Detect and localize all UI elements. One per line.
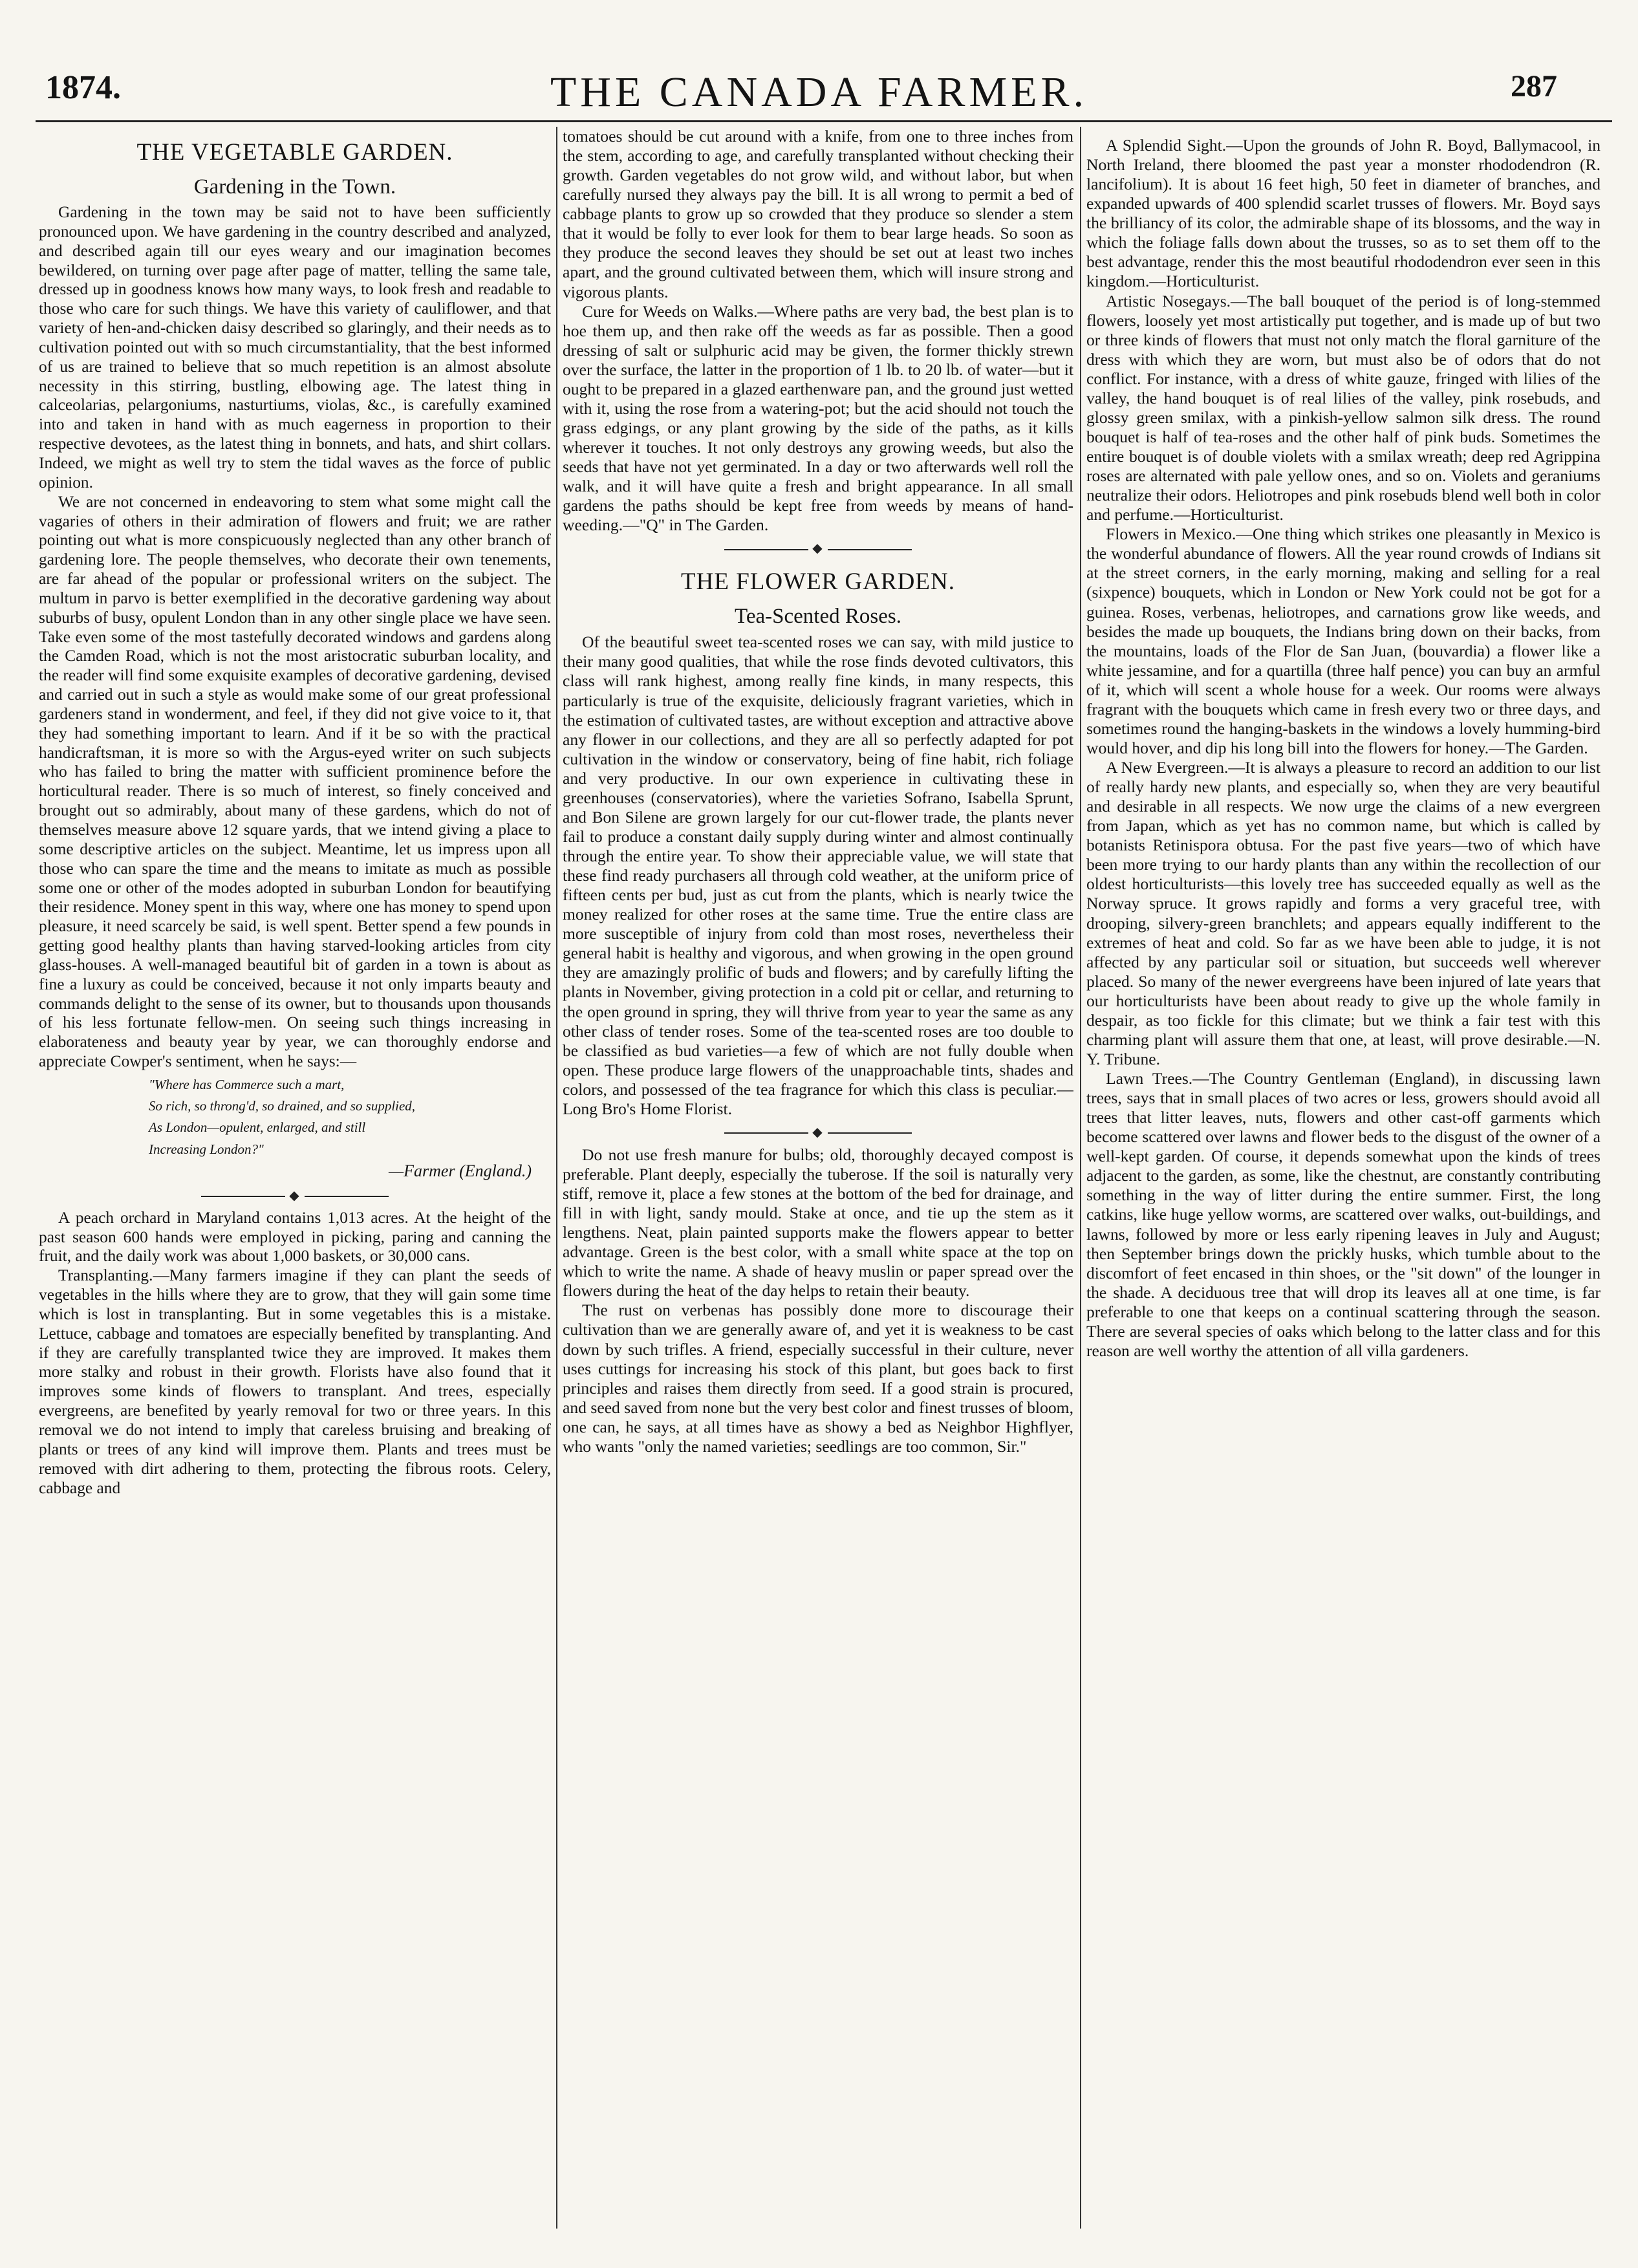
article-paragraph: A New Evergreen.—It is always a pleasure to record an addition to our list of really hardy new plants, and especially so, when they are very beautiful and desirable in all respects. We now urge the claims of a new evergreen from Japan, which as yet has no common name, but which is called by botanists Retinispora obtusa. For the past five years—two of which have been more trying to our hardy plants than any within the recollection of our oldest horticulturists—this lovely tree has succeeded equally as well as the Norway spruce. It grows rapidly and forms a very graceful tree, with drooping, silvery-green branchlets; and appears equally indifferent to the extremes of heat and cold. So far as we have been able to judge, it is not affected by any particular soil or situation, but succeeds well wherever placed. So many of the newer evergreens have been injured of late years that our horticulturists have been about ready to give up the whole family in despair, as too fickle for this climate; but we think a fair test with this charming plant will assure them that one, at least, will prove desirable.—N. Y. Tribune. [1086,758,1600,1068]
article-paragraph: A Splendid Sight.—Upon the grounds of John R. Boyd, Ballymacool, in North Ireland, there bloomed the past year a monster rhododendron (R. lancifolium). It is about 16 feet high, 50 feet in diameter of branches, and expanded upwards of 400 splendid scarlet trusses of flowers. Mr. Boyd says the brilliancy of its color, the admirable shape of its blossoms, and the way in which the foliage falls down about the trusses, so as to set them off to the best advantage, render this the most beautiful rhododendron ever seen in this kingdom.—Horticulturist. [1086,136,1600,291]
column-divider [1080,127,1081,2229]
column-divider [556,127,557,2229]
source-credit: —Farmer (England.) [389,1161,532,1180]
article-paragraph: Cure for Weeds on Walks.—Where paths are very bad, the best plan is to hoe them up, and then rake off the weeds as far as possible. Then a good dressing of salt or sulphuric acid may be given, the former thickly strewn over the surface, the latter in the proportion of 1 lb. to 20 lb. of water—but it ought to be prepared in a glazed earthenware pan, and the ground just wetted with it, using the rose from a watering-pot; but the acid should not touch the grass edgings, or any plant growing by the side of the paths, as it kills wherever it touches. It not only destroys any growing weeds, but also the seeds that have not yet germinated. In a day or two afterwards well roll the walk, and it will have quite a fresh and bright appearance. In all small gardens the paths should be kept free from weeds by means of hand-weeding.—"Q" in The Garden. [563,301,1073,535]
ornamental-divider: ◆ [39,1187,551,1204]
verse-line: Increasing London?" [149,1141,264,1157]
article-paragraph: The rust on verbenas has possibly done more to discourage their cultivation than we are generally aware of, and yet it is weakness to be cast down by such trifles. A friend, especially successful in their culture, never uses cuttings for increasing his stock of this plant, but goes back to first principles and raises them directly from seed. If a good strain is procured, and seed saved from none but the very best color and finest trusses of bloom, one can, he says, at all times have as showy a bed as Neighbor Highflyer, who wants "only the named varieties; seedlings are too common, Sir." [563,1301,1073,1456]
article-paragraph: Artistic Nosegays.—The ball bouquet of the period is of long-stemmed flowers, loosely yet most artistically put together, and is made up of but two or three kinds of flowers that must not only match the floral garniture of the dress with which they are worn, but must also be of odors that do not conflict. For instance, with a dress of white gauze, fringed with lilies of the valley, the hand bouquet is of real lilies of the valley, pink rosebuds, and glossy green smilax, with a pinkish-yellow salmon silk dress. The round bouquet is half of tea-roses and the other half of pink buds. Sometimes the entire bouquet is of double violets with a smilax wreath; deep red Agrippina roses are alternated with pale yellow ones, and so on. Violets and geraniums neutralize their odors. Heliotropes and pink rosebuds blend well both in color and perfume.—Horticulturist. [1086,291,1600,524]
article-title: Tea-Scented Roses. [735,605,901,629]
article-title: Gardening in the Town. [193,175,396,199]
section-heading: THE VEGETABLE GARDEN. [136,139,453,166]
article-paragraph: We are not concerned in endeavoring to stem what some might call the vagaries of others in their admiration of flowers and fruit; we are rather pointing out what is more conspicuously neglected than any other branch of gardening lore. The people themselves, who decorate their own tenements, are far ahead of the popular or professional writers on the subject. The multum in parvo is better exemplified in the decorative gardening way about suburbs of busy, opulent London than in any other single place we have seen. Take even some of the most tastefully decorated windows and gardens along the Camden Road, which is not the most aristocratic suburban locality, and the reader will find some exquisite examples of decorative gardening, devised and carried out in such a style as would make some of our great professional gardeners stand in wonderment, and feel, if they did not give voice to it, that they had something important to learn. And if it be so with the practical handicraftsman, it is more so with the Argus-eyed writer on such subjects who has failed to bring the matter with sufficient prominence before the horticultural reader. There is so much of interest, so finely conceived and brought out so admirably, about many of these gardens, which do not of themselves measure above 12 square yards, that we intend giving a place to some descriptive articles on the subject. Meantime, let us impress upon all those who can spare the time and the means to imitate as much as possible some one or other of the modes adopted in suburban London for beautifying their residence. Money spent in this way, where one has money to spend upon pleasure, it need scarcely be said, is well spent. Better spend a few pounds in getting good healthy plants than having starved-looking articles from city glass-houses. A well-managed beautiful bit of garden in a town is about as fine a luxury as could be conceived, because it not only imparts beauty and commands delight to the sense of its owner, but to thousands upon thousands of his less fortunate fellow-men. On seeing such things increasing in elaborateness and beauty year by year, we can thoroughly endorse and appreciate Cowper's sentiment, when he says:— [39,492,551,1071]
ornamental-divider: ◆ [563,1124,1073,1140]
article-paragraph: A peach orchard in Maryland contains 1,013 acres. At the height of the past season 600 hands were employed in picking, paring and canning the fruit, and the daily work was about 1,000 baskets, or 30,000 cans. [39,1208,551,1266]
article-paragraph: Do not use fresh manure for bulbs; old, thoroughly decayed compost is preferable. Plant deeply, especially the tuberose. If the soil is naturally very stiff, remove it, place a few stones at the bottom of the bed for drainage, and fill in with light, sandy mould. Stake at once, and tie up the stem as it lengthens. Neat, plain painted supports make the flowers appear to better advantage. Green is the best color, with a small white space at the top on which to write the name. A shade of heavy muslin or paper spread over the flowers during the heat of the day helps to retain their beauty. [563,1145,1073,1301]
article-paragraph: Transplanting.—Many farmers imagine if they can plant the seeds of vegetables in the hills where they are to grow, that they will gain some time which is lost in transplanting. But in some vegetables this is a mistake. Lettuce, cabbage and tomatoes are especially benefited by transplanting. And if they are carefully transplanted twice they are improved. It makes them more stalky and robust in their growth. Florists have also found that it improves some kinds of flowers to transplant. And trees, especially evergreens, are benefited by yearly removal for two or three years. In this removal we do not intend to imply that careless bruising and breaking of plants or trees of any kind will improve them. Plants and trees must be removed with dirt adhering to them, protecting the fibrous roots. Celery, cabbage and [39,1266,551,1497]
section-heading: THE FLOWER GARDEN. [681,568,955,596]
column-2 [563,127,1073,2229]
article-paragraph: Flowers in Mexico.—One thing which strikes one pleasantly in Mexico is the wonderful abundance of flowers. All the year round crowds of Indians sit at the street corners, in the early morning, making and selling for a real (sixpence) bouquets, which in London or New York could not be got for a guinea. Roses, verbenas, heliotropes, and carnations grow like weeds, and besides the made up bouquets, the Indians bring down on their backs, from the mountains, loads of the Flor de San Juan, (bouvardia) a flower like a white jessamine, and for a quartilla (three half pence) you can buy an armful of it, which will scent a whole house for a week. Our rooms were always fragrant with the bouquets which came in fresh every two or three days, and sometimes round the hanging-baskets in the windows a lovely humming-bird would hover, and dip his long bill into the flowers for honey.—The Garden. [1086,524,1600,757]
article-paragraph: Lawn Trees.—The Country Gentleman (England), in discussing lawn trees, says that in small places of two acres or less, growers should avoid all trees that litter leaves, nuts, flowers and other cast-off garments which become scattered over lawns and flower beds to the disgust of the owner of a well-kept garden. Of course, it depends somewhat upon the kinds of trees adjacent to the garden, as some, like the chestnut, are constantly contributing something in the way of litter during the entire summer. First, the long catkins, like huge yellow worms, are scattered over walks, out-buildings, and lawns, followed by more or less early ripening leaves in July and August; then September brings down the prickly husks, which tumble about to the discomfort of feet encased in thin shoes, or the "sit down" of the lounger in the shade. A deciduous tree that will drop its leaves all at one time, is far preferable to one that keeps on a continual scattering through the season. There are several species of oaks which belong to the latter class and for this reason are well worthy the attention of all villa gardeners. [1086,1069,1600,1360]
verse-line: So rich, so throng'd, so drained, and so supplied, [149,1098,416,1114]
ornamental-divider: ◆ [563,540,1073,556]
header-rule [36,120,1612,122]
column-3 [1086,127,1600,2229]
article-paragraph: tomatoes should be cut around with a knife, from one to three inches from the stem, according to age, and carefully transplanted without checking their growth. Garden vegetables do not grow wild, and without labor, but when carefully nursed they always pay the bill. It is all wrong to permit a bed of cabbage plants to grow up so crowded that they produce so slender a stem that it would be folly to ever look for them to bear large heads. So soon as they produce the second leaves they should be set out at least two inches apart, and the ground cultivated between them, which will insure strong and vigorous plants. [563,127,1073,301]
header-year: 1874. [45,69,121,106]
article-paragraph: Of the beautiful sweet tea-scented roses we can say, with mild justice to their many good qualities, that while the rose finds devoted cultivators, this class will rank highest, among really fine kinds, in many respects, this particularly is true of the exquisite, deliciously fragrant varieties, which in the estimation of cultivated tastes, are without exception and attractive above any flower in our collections, and they are all so perfectly adapted for pot cultivation in the window or conservatory, being of fine habit, rich foliage and very productive. In our own experience in cultivating these in greenhouses (conservatories), where the varieties Sofrano, Isabella Sprunt, and Bon Silene are grown largely for our cut-flower trade, the plants never fail to produce a constant daily supply during winter and almost continually through the entire year. To show their appreciable value, we will state that these find ready purchasers all through cold weather, at the uniform price of fifteen cents per bud, just as cut from the plants, which is nearly twice the money realized for other roses at the same time. True the entire class are more susceptible of injury from cold than most roses, nevertheless their general habit is healthy and vigorous, and when growing in the open ground they are amazingly prolific of buds and flowers; and by carefully lifting the plants in November, giving protection in a cold pit or cellar, and returning to the open ground in spring, they will thrive from year to year the same as any other class of tender roses. Some of the tea-scented roses are too double to be classified as bud varieties—a few of which are not fully double when open. These produce large flowers of the unapproachable tints, shades and colors, and possessed of the tea fragrance for which this class is peculiar.—Long Bro's Home Florist. [563,632,1073,1118]
verse-line: As London—opulent, enlarged, and still [149,1119,366,1136]
column-1 [39,127,551,2229]
page-number: 287 [1511,69,1557,103]
masthead-title: THE CANADA FARMER. [550,69,1088,116]
verse-line: "Where has Commerce such a mart, [149,1076,345,1092]
article-paragraph: Gardening in the town may be said not to have been sufficiently pronounced upon. We have gardening in the country described and analyzed, and described again till our eyes weary and our imagination becomes bewildered, on turning over page after page of matter, telling the same tale, dressed up in goodness knows how many ways, to look fresh and readable to those who care for such things. We have this variety of cauliflower, and that variety of hen-and-chicken daisy described so glaringly, and their needs as to cultivation pointed out with so much circumstantiality, that the best informed of us are trained to believe that so much repetition is an almost absolute necessity in this stirring, bustling, elbowing age. The latest thing in calceolarias, pelargoniums, nasturtiums, violas, &c., is carefully examined into and taken in hand with as much eagerness in proportion to their respective devotees, as the latest thing in bonnets, and hats, and shirt collars. Indeed, we might as well try to stem the tidal waves as the force of public opinion. [39,203,551,491]
